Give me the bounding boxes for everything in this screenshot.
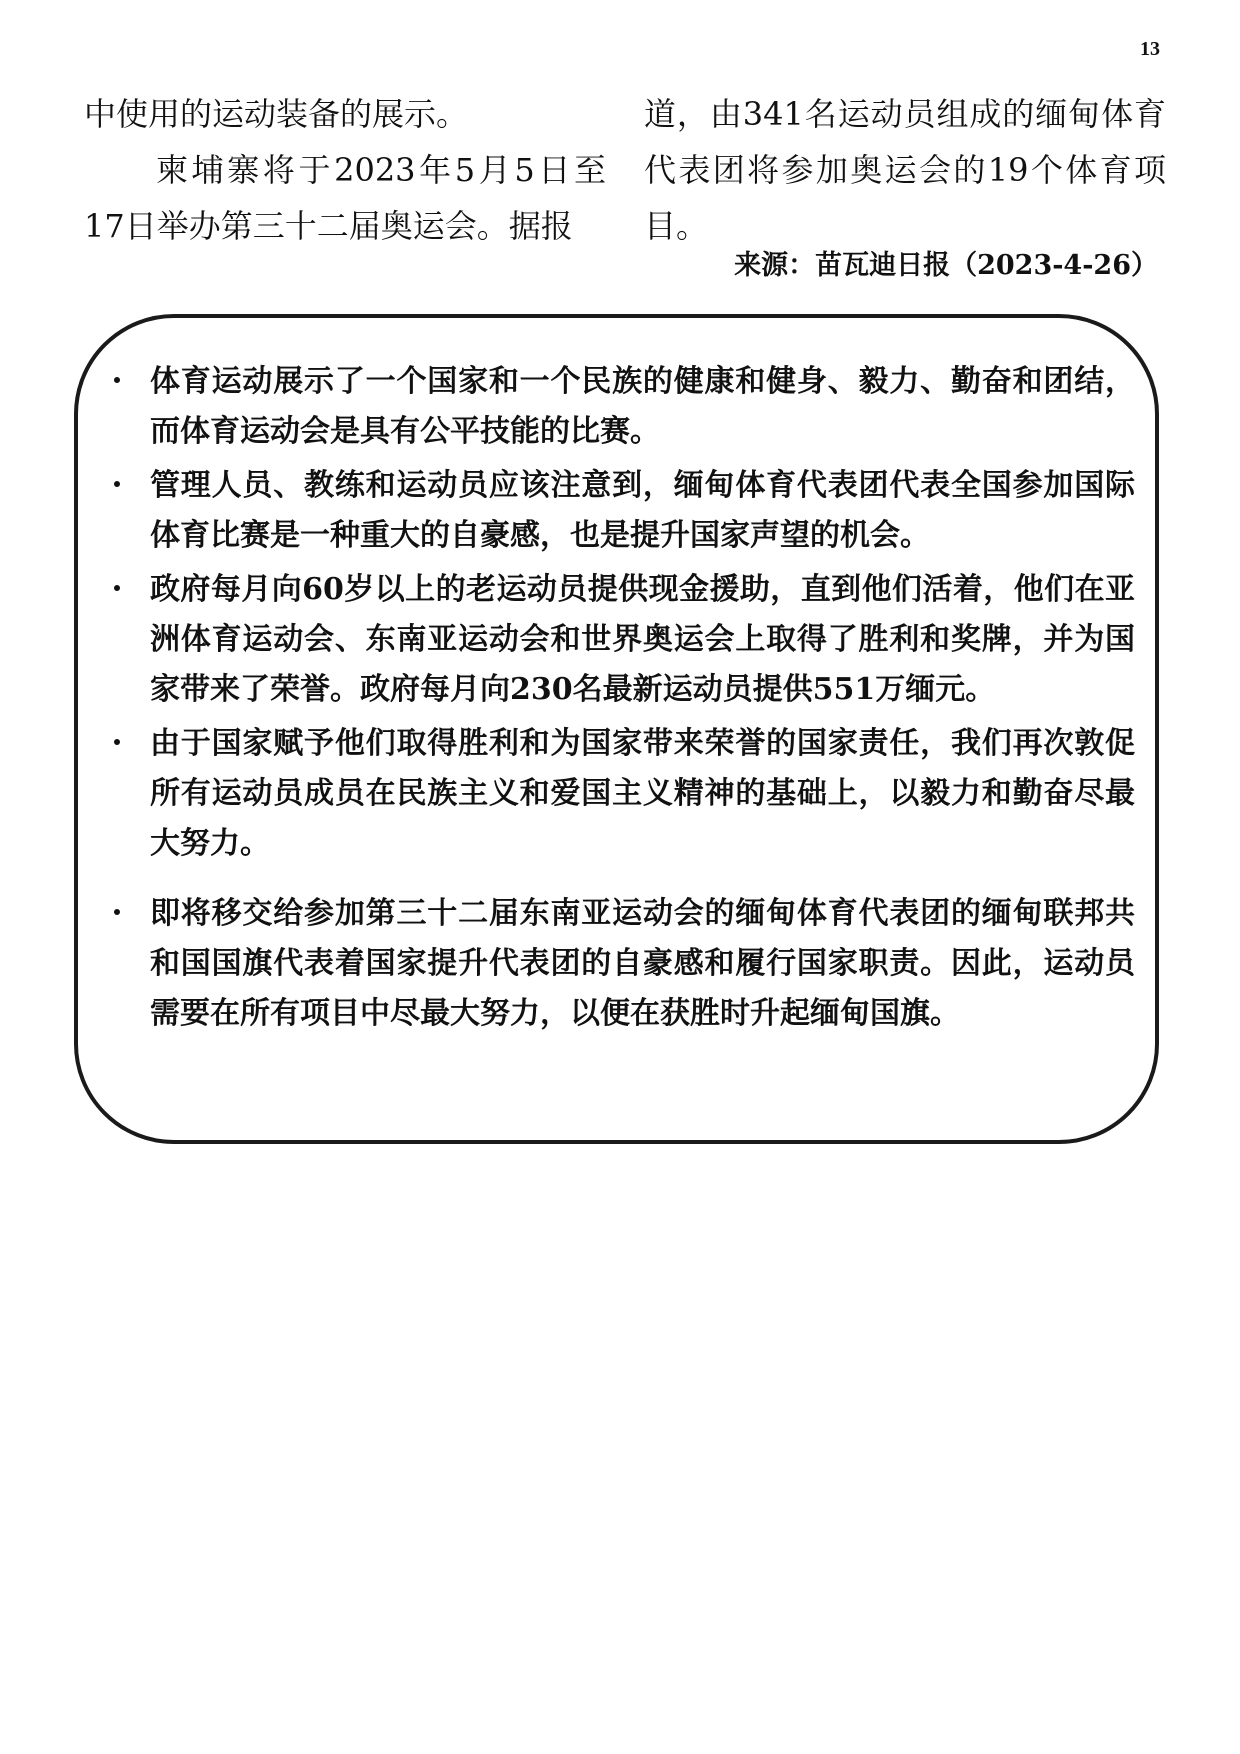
bullet-text: 管理人员、教练和运动员应该注意到，缅甸体育代表团代表全国参加国际体育比赛是一种重大的自豪感，也是提升国家声望的机会。 (150, 468, 1135, 553)
bullet-dot-icon (114, 377, 120, 383)
article-paragraph-cambodia: 柬埔寨将于2023年5月5日至17日举办第三十二届奥运会。据报 (84, 151, 606, 245)
bullet-dot-icon (114, 585, 120, 591)
article-right-column: 道，由341名运动员组成的缅甸体育代表团将参加奥运会的19个体育项目。 (644, 95, 1166, 245)
bullet-item-national-flag (150, 889, 1135, 1039)
bullet-dot-icon (114, 739, 120, 745)
bullet-dot-icon (114, 909, 120, 915)
bullet-item-sports-spirit (150, 357, 1135, 457)
source-citation: 来源：苗瓦迪日报（2023-4-26） (734, 250, 1158, 281)
bullet-item-cash-assistance (150, 565, 1135, 715)
article-left-column (84, 86, 606, 254)
article-paragraph-continuation: 中使用的运动装备的展示。 (84, 95, 469, 133)
bullet-dot-icon (114, 481, 120, 487)
page-number: 13 (1140, 38, 1160, 60)
callout-bullet-list (150, 357, 1135, 1043)
bullet-item-national-pride (150, 461, 1135, 561)
bullet-text: 由于国家赋予他们取得胜利和为国家带来荣誉的国家责任，我们再次敦促所有运动员成员在民族主义和爱国主义精神的基础上，以毅力和勤奋尽最大努力。 (150, 726, 1135, 861)
bullet-text: 即将移交给参加第三十二届东南亚运动会的缅甸体育代表团的缅甸联邦共和国国旗代表着国家提升代表团的自豪感和履行国家职责。因此，运动员需要在所有项目中尽最大努力，以便在获胜时升起缅甸国旗。 (150, 896, 1135, 1031)
bullet-text: 政府每月向60岁以上的老运动员提供现金援助，直到他们活着，他们在亚洲体育运动会、东南亚运动会和世界奥运会上取得了胜利和奖牌，并为国家带来了荣誉。政府每月向230名最新运动员提供551万缅元。 (150, 572, 1135, 707)
bullet-item-national-duty (150, 719, 1135, 869)
bullet-text: 体育运动展示了一个国家和一个民族的健康和健身、毅力、勤奋和团结，而体育运动会是具有公平技能的比赛。 (150, 364, 1135, 449)
